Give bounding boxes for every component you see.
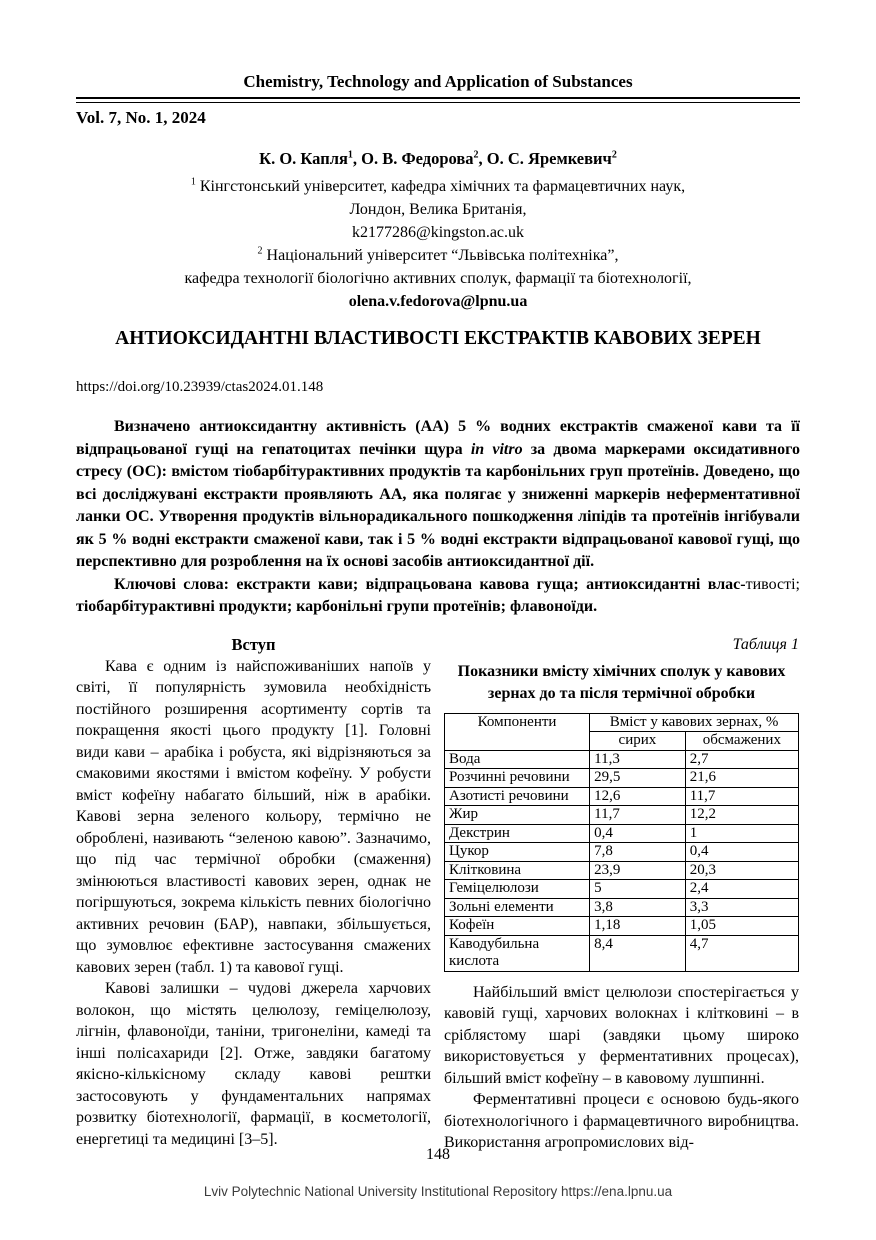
affiliation-superscript: 1	[190, 176, 196, 188]
cell-roasted: 1	[685, 824, 798, 843]
cell-raw: 7,8	[590, 843, 686, 862]
cell-raw: 5	[590, 880, 686, 899]
cell-raw: 11,3	[590, 750, 686, 769]
kingston-email[interactable]: k2177286@kingston.ac.uk	[351, 224, 525, 241]
table-row	[445, 806, 799, 825]
cell-component: Цукор	[445, 843, 590, 862]
table-row	[445, 787, 799, 806]
author-2-name: , О. В. Федорова	[352, 149, 474, 168]
affiliation-superscript: 2	[257, 245, 263, 257]
affiliation-text: Національний університет “Львівська політехніка”,	[262, 247, 619, 264]
right-paragraph-2: Ферментативні процеси є основою будь-якого біотехнологічного і фармацевтичного виробництва. Використання агропромислових від-	[444, 1091, 799, 1151]
abstract-italic-term: in vitro	[470, 440, 523, 458]
table-caption: Показники вмісту хімічних сполук у кавових зернах до та після термічної обробки	[457, 662, 786, 702]
cell-component: Вода	[445, 750, 590, 769]
abstract-text: за двома маркерами оксидативного стресу (ОС): вмістом тіобарбітурактивних продуктів та карбонільних груп протеїнів. Доведено, що всі досліджувані екстракти проявляють АА, яка полягає у зниженні маркерів неферментативної ланки ОС. Утворення продуктів вільнорадикального пошкодження ліпідів та протеїнів інгібували як 5 % водні екстракти смаженої кави, так і 5 % водні екстракти відпрацьованої кавової гущі, що перспективно для розроблення на їх основі засобів антиоксидантної дії.	[76, 440, 801, 570]
page-number: 148	[426, 1146, 450, 1163]
cell-roasted: 12,2	[685, 806, 798, 825]
cell-component: Зольні елементи	[445, 898, 590, 917]
intro-paragraph-2: Кавові залишки – чудові джерела харчових волокон, що містять целюлозу, геміцелюлозу, лігнін, флавоноїди, таніни, тригонеліни, камеді та інші полісахариди [2]. Отже, завдяки багатому якісно-кількісному складу кавові рештки застосовують у фундаментальних напрямах розвитку біотехнології, фармації, в косметології, енергетиці та медицині [3–5].	[76, 980, 431, 1148]
column-header-component: Компоненти	[445, 713, 590, 750]
cell-component: Розчинні речовини	[445, 769, 590, 788]
keywords-label: Ключові слова: екстракти кави; відпрацьована кавова гуща; антиоксидантні влас-	[114, 575, 746, 593]
table-row	[445, 824, 799, 843]
affiliation-line-4: кафедра технології біологічно активних сполук, фармації та біотехнології,	[184, 270, 692, 287]
right-column	[444, 634, 799, 1154]
abstract-text: Визначено антиоксидантну активність (АА) 5 % водних екстрактів смаженої кави та її відпрацьованої гущі на гепатоцитах печінки щура	[76, 418, 800, 458]
cell-raw: 29,5	[590, 769, 686, 788]
cell-raw: 23,9	[590, 861, 686, 880]
repository-footer: Lviv Polytechnic National University Institutional Repository https://ena.lpnu.ua	[203, 1184, 673, 1199]
author-2	[353, 149, 479, 168]
cell-roasted: 2,4	[685, 880, 798, 899]
affiliation-line-1	[76, 175, 800, 198]
cell-component: Каводубильна кислота	[445, 935, 590, 971]
cell-component: Азотисті речовини	[445, 787, 590, 806]
cell-raw: 1,18	[590, 917, 686, 936]
table-row	[445, 843, 799, 862]
cell-raw: 3,8	[590, 898, 686, 917]
journal-title: Chemistry, Technology and Application of Substances	[243, 72, 633, 91]
cell-raw: 12,6	[590, 787, 686, 806]
composition-table	[444, 713, 799, 972]
cell-roasted: 11,7	[685, 787, 798, 806]
cell-component: Кофеїн	[445, 917, 590, 936]
cell-raw: 0,4	[590, 824, 686, 843]
paper-title: АНТИОКСИДАНТНІ ВЛАСТИВОСТІ ЕКСТРАКТІВ КАВОВИХ ЗЕРЕН	[115, 328, 761, 349]
intro-paragraph-1: Кава є одним із найспоживаніших напоїв у світі, її популярність зумовила необхідність постійного розширення асортименту сортів та покращення якості цього продукту [1]. Головні види кави – арабіка і робуста, які відрізняються за смаковими якостями і вмістом кофеїну. У робусти вміст кофеїну набагато більший, ніж в арабіки. Кавові зерна зеленого кольору, термічно не оброблені, називають “зеленою кавою”. Зазначимо, що під час термічної обробки (смаження) змінюються властивості кавових зерен, однак не погіршуються, зокрема кількість певних біологічно активних речовин (БАР), навпаки, збільшується, що зумовлює ефективне застосування смажених кавових зерен (табл. 1) та кавової гущі.	[76, 657, 431, 976]
author-3-superscript: 2	[611, 149, 617, 161]
lpnu-email[interactable]: olena.v.fedorova@lpnu.ua	[348, 293, 528, 310]
right-paragraph-1: Найбільший вміст целюлози спостерігається у кавовій гущі, харчових волокнах і клітковині – в сріблястому шарі (завдяки цьому широко використовується у ферментативних процесах), більший вміст кофеїну – в кавовому лушпинні.	[444, 983, 799, 1087]
cell-roasted: 0,4	[685, 843, 798, 862]
table-row	[445, 898, 799, 917]
table-row	[445, 769, 799, 788]
table-row	[445, 880, 799, 899]
abstract-paragraph	[76, 416, 800, 574]
table-row	[445, 917, 799, 936]
header-rule	[76, 97, 800, 103]
table-label: Таблиця 1	[732, 635, 799, 653]
table-row	[445, 935, 799, 971]
doi-link[interactable]: https://doi.org/10.23939/ctas2024.01.148	[76, 379, 324, 395]
keywords-paragraph	[76, 574, 800, 619]
column-header-group: Вміст у кавових зернах, %	[590, 713, 799, 732]
cell-roasted: 21,6	[685, 769, 798, 788]
affiliations-block	[76, 175, 800, 313]
authors-line	[76, 149, 800, 169]
table-row	[445, 861, 799, 880]
section-heading-intro: Вступ	[231, 634, 276, 654]
cell-roasted: 2,7	[685, 750, 798, 769]
author-3-name: , О. С. Яремкевич	[478, 149, 612, 168]
cell-component: Декстрин	[445, 824, 590, 843]
cell-raw: 11,7	[590, 806, 686, 825]
cell-roasted: 20,3	[685, 861, 798, 880]
affiliation-line-2: Лондон, Велика Британія,	[349, 201, 527, 218]
author-1	[259, 149, 353, 168]
author-2-superscript: 2	[473, 149, 479, 161]
two-column-body	[76, 634, 800, 1154]
affiliation-line-3	[76, 244, 800, 267]
table-header-row	[445, 713, 799, 732]
author-1-name: К. О. Капля	[259, 149, 348, 168]
keywords-bold: тіобарбітурактивні продукти; карбонільні групи протеїнів; флавоноїди.	[76, 598, 598, 615]
column-header-raw: сирих	[590, 732, 686, 751]
cell-raw: 8,4	[590, 935, 686, 971]
keywords-regular: тивості;	[745, 575, 800, 593]
cell-roasted: 3,3	[685, 898, 798, 917]
cell-component: Жир	[445, 806, 590, 825]
column-header-roasted: обсмажених	[685, 732, 798, 751]
cell-roasted: 1,05	[685, 917, 798, 936]
volume-issue: Vol. 7, No. 1, 2024	[76, 108, 206, 127]
cell-component: Клітковина	[445, 861, 590, 880]
affiliation-text: Кінгстонський університет, кафедра хімічних та фармацевтичних наук,	[195, 178, 686, 195]
cell-component: Геміцелюлози	[445, 880, 590, 899]
left-column	[76, 634, 431, 1154]
cell-roasted: 4,7	[685, 935, 798, 971]
author-3	[479, 149, 617, 168]
table-row	[445, 750, 799, 769]
author-1-superscript: 1	[347, 149, 353, 161]
